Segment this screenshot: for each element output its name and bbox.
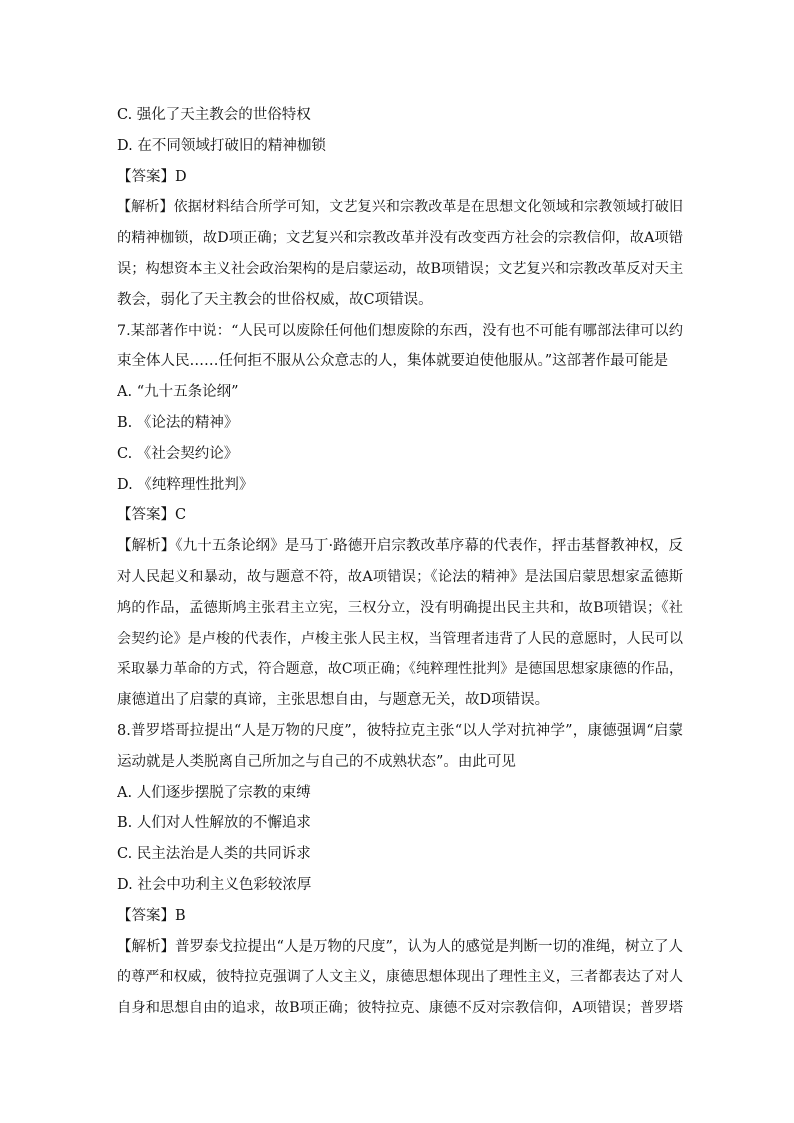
q7-analysis-line: 采取暴力革命的方式，符合题意，故C项正确；《纯粹理性批判》是德国思想家康德的作品，: [117, 661, 683, 678]
q7-stem-line: 束全体人民……任何拒不服从公众意志的人，集体就要迫使他服从。”这部著作最可能是: [117, 353, 669, 370]
q7-analysis-line: 康德道出了启蒙的真谛，主张思想自由，与题意无关，故D项错误。: [117, 692, 550, 709]
q8-option-a: A. 人们逐步摆脱了宗教的束缚: [117, 784, 311, 801]
q6-answer: 【答案】D: [117, 168, 187, 185]
q8-analysis-line: 自身和思想自由的追求，故B项正确；彼特拉克、康德不反对宗教信仰，A项错误；普罗塔: [117, 1000, 683, 1017]
q8-option-c: C. 民主法治是人类的共同诉求: [117, 846, 311, 863]
q7-option-d: D. 《纯粹理性批判》: [117, 476, 254, 493]
q8-option-b: B. 人们对人性解放的不懈追求: [117, 815, 311, 832]
q7-option-b: B. 《论法的精神》: [117, 414, 239, 431]
q8-stem-line: 8.普罗塔哥拉提出“人是万物的尺度”，彼特拉克主张“以人学对抗神学”，康德强调“启蒙: [117, 722, 683, 739]
q6-analysis-line: 的精神枷锁，故D项正确；文艺复兴和宗教改革并没有改变西方社会的宗教信仰，故A项错: [117, 230, 683, 247]
q7-analysis-line: 对人民起义和暴动，故与题意不符，故A项错误；《论法的精神》是法国启蒙思想家孟德斯: [117, 568, 683, 585]
q7-option-a: A. “九十五条论纲”: [117, 384, 239, 401]
q7-answer: 【答案】C: [117, 507, 187, 524]
q6-analysis-line: 【解析】依据材料结合所学可知，文艺复兴和宗教改革是在思想文化领域和宗教领域打破旧: [117, 199, 683, 216]
q8-stem-line: 运动就是人类脱离自己所加之与自己的不成熟状态”。由此可见: [117, 753, 516, 770]
q6-analysis-line: 误；构想资本主义社会政治架构的是启蒙运动，故B项错误；文艺复兴和宗教改革反对天主: [117, 260, 683, 277]
q7-stem-line: 7.某部著作中说：“人民可以废除任何他们想废除的东西，没有也不可能有哪部法律可以约: [117, 322, 683, 339]
q7-analysis-line: 会契约论》是卢梭的代表作，卢梭主张人民主权，当管理者违背了人民的意愿时，人民可以: [117, 630, 683, 647]
q6-option-c: C. 强化了天主教会的世俗特权: [117, 107, 311, 123]
q7-analysis-line: 【解析】《九十五条论纲》是马丁·路德开启宗教改革序幕的代表作，抨击基督教神权，反: [117, 538, 683, 555]
q6-analysis-line: 教会，弱化了天主教会的世俗权威，故C项错误。: [117, 291, 433, 308]
q7-option-c: C. 《社会契约论》: [117, 445, 239, 462]
q6-option-d: D. 在不同领域打破旧的精神枷锁: [117, 137, 326, 154]
page-content: [117, 100, 683, 1024]
q8-answer: 【答案】B: [117, 907, 186, 924]
q7-analysis-line: 鸠的作品，孟德斯鸠主张君主立宪，三权分立，没有明确提出民主共和，故B项错误；《社: [117, 599, 683, 616]
q8-analysis-line: 的尊严和权威，彼特拉克强调了人文主义，康德思想体现出了理性主义，三者都表达了对人: [117, 969, 683, 986]
q8-option-d: D. 社会中功利主义色彩较浓厚: [117, 876, 312, 893]
q8-analysis-line: 【解析】普罗泰戈拉提出“人是万物的尺度”，认为人的感觉是判断一切的准绳，树立了人: [117, 938, 683, 955]
